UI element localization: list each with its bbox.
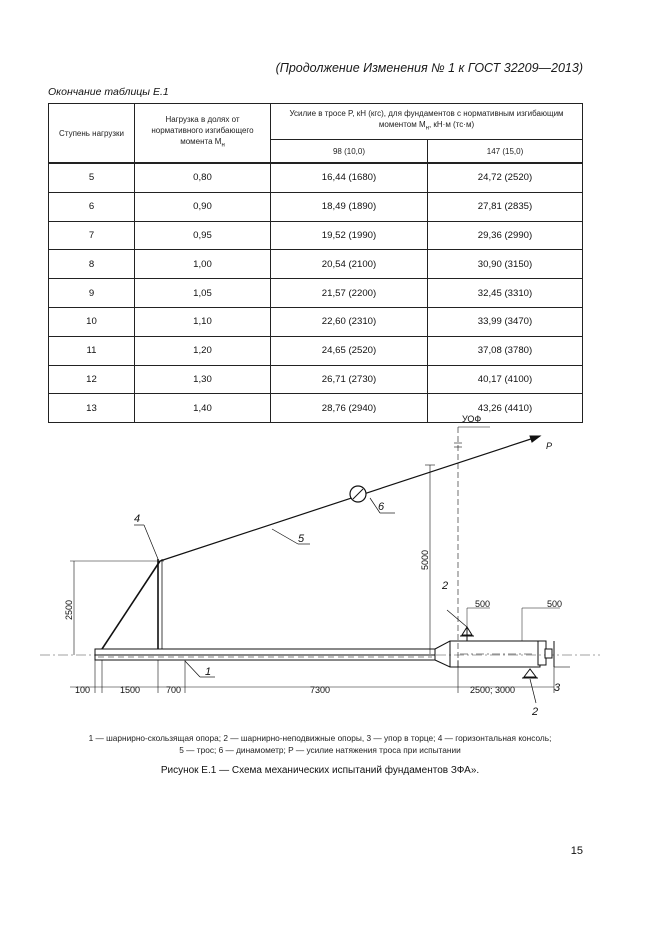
table-row [49,307,583,336]
callout-4: 4 [134,513,141,525]
table-cell: 18,49 (1890) [271,192,428,221]
foundation-beam [95,649,435,655]
table-cell: 10 [49,307,135,336]
document-header: (Продолжение Изменения № 1 к ГОСТ 32209—2013) [275,61,583,75]
table-row [49,365,583,394]
table-cell: 22,60 (2310) [271,307,428,336]
label-p: P [546,441,553,451]
header-stage: Ступень нагрузки [49,104,135,164]
dim-7300: 7300 [310,685,331,695]
table-row [49,336,583,365]
table-cell: 8 [49,250,135,279]
header-force: Усилие в тросе P, кН (кгс), для фундаментов с нормативным изгибающим моментом $M_н$, кН·м (тс·м) [271,104,583,140]
dim-700: 700 [166,685,182,695]
table-cell: 12 [49,365,135,394]
table-cell: 26,71 (2730) [271,365,428,394]
dim-2500: 2500 [64,599,74,620]
table-cell: 43,26 (4410) [428,394,583,423]
table-cell: 0,80 [135,163,271,192]
legend-line-1: 1 — шарнирно-скользящая опора; 2 — шарнирно-неподвижные опоры, 3 — упор в торце; 4 — горизонтальная консоль; [88,733,552,743]
dim-100: 100 [75,685,91,695]
table-cell: 27,81 (2835) [428,192,583,221]
table-caption: Окончание таблицы Е.1 [48,86,169,98]
table-cell: 1,20 [135,336,271,365]
table-cell: 32,45 (3310) [428,279,583,308]
label-uof: УОФ [462,414,482,424]
table-cell: 1,30 [135,365,271,394]
table-cell: 28,76 (2940) [271,394,428,423]
dim-2500-3000: 2500; 3000 [470,685,516,695]
table-cell: 1,00 [135,250,271,279]
callout-2-bottom: 2 [532,706,539,718]
header-force-98: 98 (10,0) [271,140,428,164]
test-scheme-diagram [40,405,600,725]
table-cell: 1,05 [135,279,271,308]
figure-caption: Рисунок Е.1 — Схема механических испытаний фундаментов ЗФА». [160,765,480,776]
dim-500-b: 500 [547,599,563,609]
table-cell: 20,54 (2100) [271,250,428,279]
table-row [49,163,583,192]
table-cell: 7 [49,221,135,250]
table-row [49,279,583,308]
callout-5: 5 [298,533,305,545]
header-load: Нагрузка в долях от нормативного изгибающего момента $M_н$ [135,104,271,164]
callout-3: 3 [554,682,561,694]
table-cell: 13 [49,394,135,423]
callout-1: 1 [205,666,212,678]
load-table [48,103,583,423]
table-cell: 33,99 (3470) [428,307,583,336]
legend-line-2: 5 — трос; 6 — динамометр; P — усилие натяжения троса при испытании [179,745,461,755]
table-cell: 37,08 (3780) [428,336,583,365]
table-cell: 6 [49,192,135,221]
page-number: 15 [570,845,583,857]
dim-500-a: 500 [475,599,491,609]
dim-5000: 5000 [420,549,430,570]
table-cell: 40,17 (4100) [428,365,583,394]
table-cell: 29,36 (2990) [428,221,583,250]
callout-6: 6 [378,501,385,513]
table-cell: 1,40 [135,394,271,423]
dim-1500: 1500 [120,685,141,695]
table-cell: 24,65 (2520) [271,336,428,365]
table-cell: 11 [49,336,135,365]
table-cell: 1,10 [135,307,271,336]
table-cell: 0,90 [135,192,271,221]
table-cell: 19,52 (1990) [271,221,428,250]
table-cell: 16,44 (1680) [271,163,428,192]
table-row [49,192,583,221]
table-cell: 5 [49,163,135,192]
table-row [49,250,583,279]
table-cell: 9 [49,279,135,308]
header-force-147: 147 (15,0) [428,140,583,164]
table-cell: 24,72 (2520) [428,163,583,192]
figure-legend [40,732,600,756]
table-cell: 21,57 (2200) [271,279,428,308]
table-row [49,221,583,250]
callout-2-top: 2 [442,580,449,592]
table-cell: 0,95 [135,221,271,250]
table-cell: 30,90 (3150) [428,250,583,279]
